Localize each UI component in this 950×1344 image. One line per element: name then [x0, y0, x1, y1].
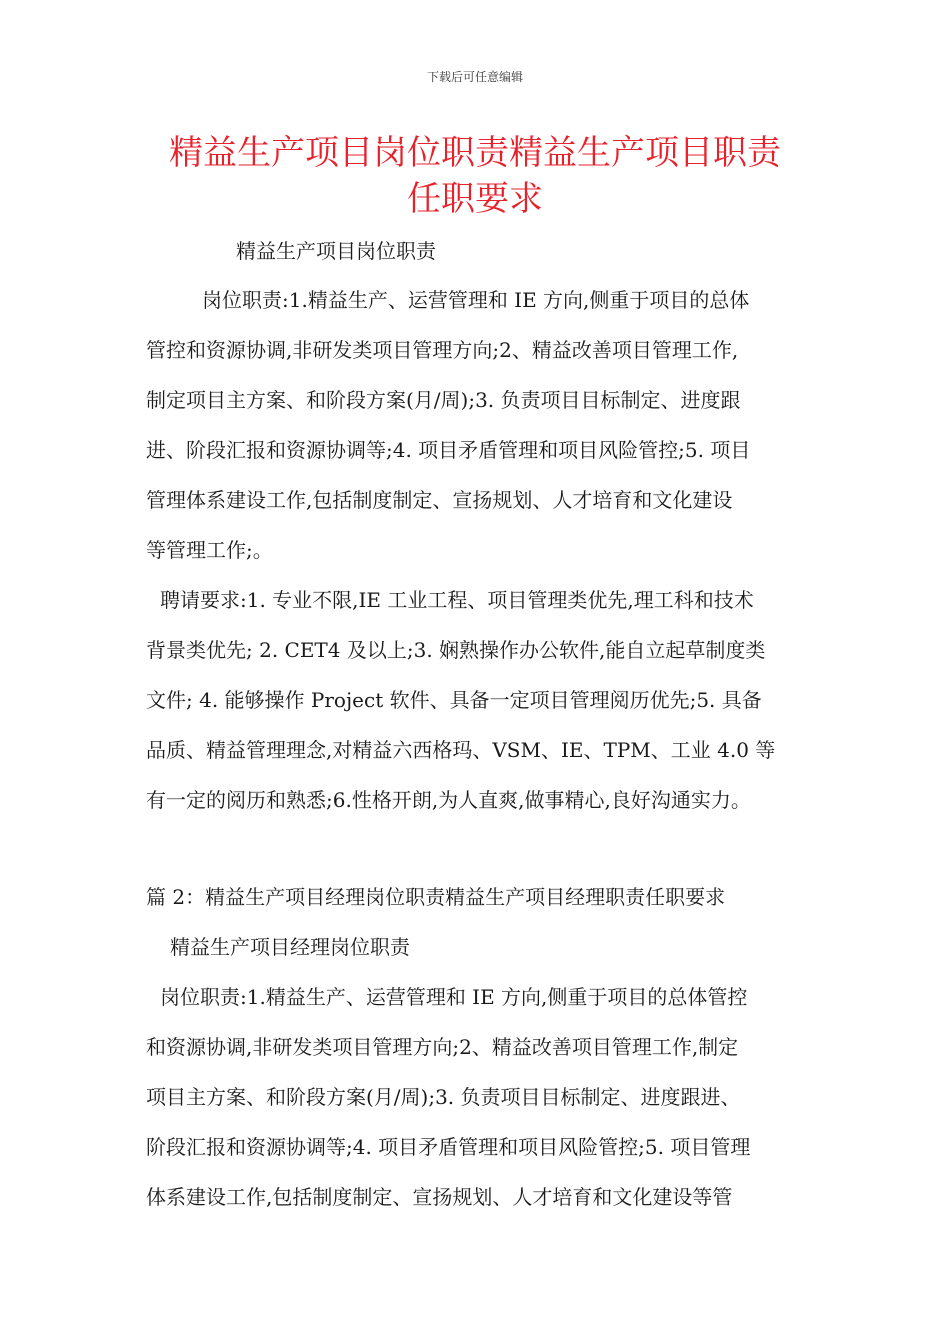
title-line-2: 任职要求 [407, 179, 543, 219]
section2-title: 篇 2：精益生产项目经理岗位职责精益生产项目经理职责任职要求 [146, 885, 726, 909]
section1-requirements [146, 575, 810, 825]
title-line-1: 精益生产项目岗位职责精益生产项目职责 [169, 133, 781, 173]
section1-requirements-line: 品质、精益管理理念,对精益六西格玛、VSM、IE、TPM、工业 4.0 等 [146, 738, 776, 762]
section2-heading: 精益生产项目经理岗位职责 [170, 935, 410, 959]
section1-heading: 精益生产项目岗位职责 [236, 239, 436, 263]
section1-requirements-line: 聘请要求:1. 专业不限,IE 工业工程、项目管理类优先,理工科和技术 [160, 588, 754, 612]
section1-requirements-line: 文件; 4. 能够操作 Project 软件、具备一定项目管理阅历优先;5. 具备 [146, 688, 762, 712]
section1-duties [146, 275, 810, 575]
header-note: 下载后可任意编辑 [426, 70, 523, 84]
section2-duties-line: 项目主方案、和阶段方案(月/周);3. 负责项目目标制定、进度跟进、 [146, 1085, 741, 1109]
section1-duties-line: 管控和资源协调,非研发类项目管理方向;2、精益改善项目管理工作, [146, 338, 739, 362]
section1-requirements-line: 有一定的阅历和熟悉;6.性格开朗,为人直爽,做事精心,良好沟通实力。 [146, 788, 751, 812]
section1-duties-line: 等管理工作;。 [146, 538, 273, 562]
section2-duties-line: 阶段汇报和资源协调等;4. 项目矛盾管理和项目风险管控;5. 项目管理 [146, 1135, 751, 1159]
section2-duties-line: 岗位职责:1.精益生产、运营管理和 IE 方向,侧重于项目的总体管控 [160, 985, 748, 1009]
section1-duties-line: 管理体系建设工作,包括制度制定、宣扬规划、人才培育和文化建设 [146, 488, 733, 512]
section2-duties-line: 体系建设工作,包括制度制定、宣扬规划、人才培育和文化建设等管 [146, 1185, 733, 1209]
document-title [140, 130, 810, 222]
section1-requirements-line: 背景类优先; 2. CET4 及以上;3. 娴熟操作办公软件,能自立起草制度类 [146, 638, 766, 662]
section2-duties [146, 972, 810, 1222]
section1-duties-line: 岗位职责:1.精益生产、运营管理和 IE 方向,侧重于项目的总体 [202, 288, 750, 312]
section1-duties-line: 进、阶段汇报和资源协调等;4. 项目矛盾管理和项目风险管控;5. 项目 [146, 438, 751, 462]
section1-duties-line: 制定项目主方案、和阶段方案(月/周);3. 负责项目目标制定、进度跟 [146, 388, 741, 412]
section2-duties-line: 和资源协调,非研发类项目管理方向;2、精益改善项目管理工作,制定 [146, 1035, 739, 1059]
